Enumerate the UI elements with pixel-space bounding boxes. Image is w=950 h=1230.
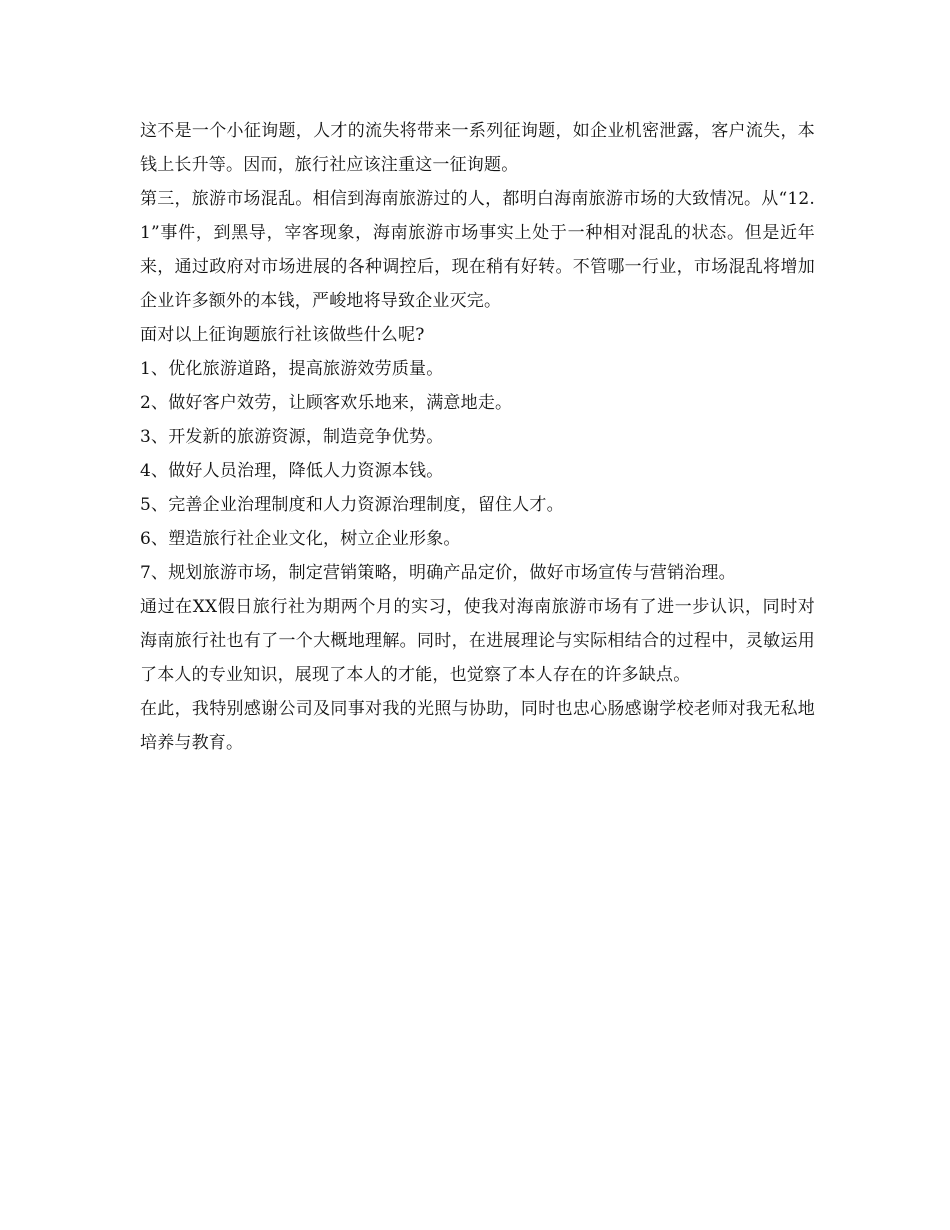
paragraph-acknowledgement: 在此，我特别感谢公司及同事对我的光照与协助，同时也忠心肠感谢学校老师对我无私地培养与教育。	[140, 699, 815, 753]
list-item: 7、规划旅游市场，制定营销策略，明确产品定价，做好市场宣传与营销治理。	[140, 563, 736, 583]
paragraph-internship-summary: 通过在XX假日旅行社为期两个月的实习，使我对海南旅游市场有了进一步认识，同时对海南旅行社也有了一个大概地理解。同时，在进展理论与实际相结合的过程中，灵敏运用了本人的专业知识，展现了本人的才能，也觉察了本人存在的许多缺点。	[140, 597, 815, 685]
paragraph-question: 面对以上征询题旅行社该做些什么呢?	[140, 325, 425, 345]
list-item: 6、塑造旅行社企业文化，树立企业形象。	[140, 529, 461, 549]
document-body	[140, 114, 815, 760]
list-item: 3、开发新的旅游资源，制造竞争优势。	[140, 427, 444, 447]
list-item: 5、完善企业治理制度和人力资源治理制度，留住人才。	[140, 495, 564, 515]
paragraph-talent-loss: 这不是一个小征询题，人才的流失将带来一系列征询题，如企业机密泄露，客户流失，本钱上长升等。因而，旅行社应该注重这一征询题。	[140, 121, 815, 175]
measures-list	[140, 352, 815, 590]
list-item: 2、做好客户效劳，让顾客欢乐地来，满意地走。	[140, 393, 513, 413]
list-item: 1、优化旅游道路，提高旅游效劳质量。	[140, 359, 444, 379]
list-item: 4、做好人员治理，降低人力资源本钱。	[140, 461, 444, 481]
paragraph-market-chaos: 第三，旅游市场混乱。相信到海南旅游过的人，都明白海南旅游市场的大致情况。从“12.1”事件，到黑导，宰客现象，海南旅游市场事实上处于一种相对混乱的状态。但是近年来，通过政府对市场进展的各种调控后，现在稍有好转。不管哪一行业，市场混乱将增加企业许多额外的本钱，严峻地将导致企业灭完。	[140, 189, 815, 311]
